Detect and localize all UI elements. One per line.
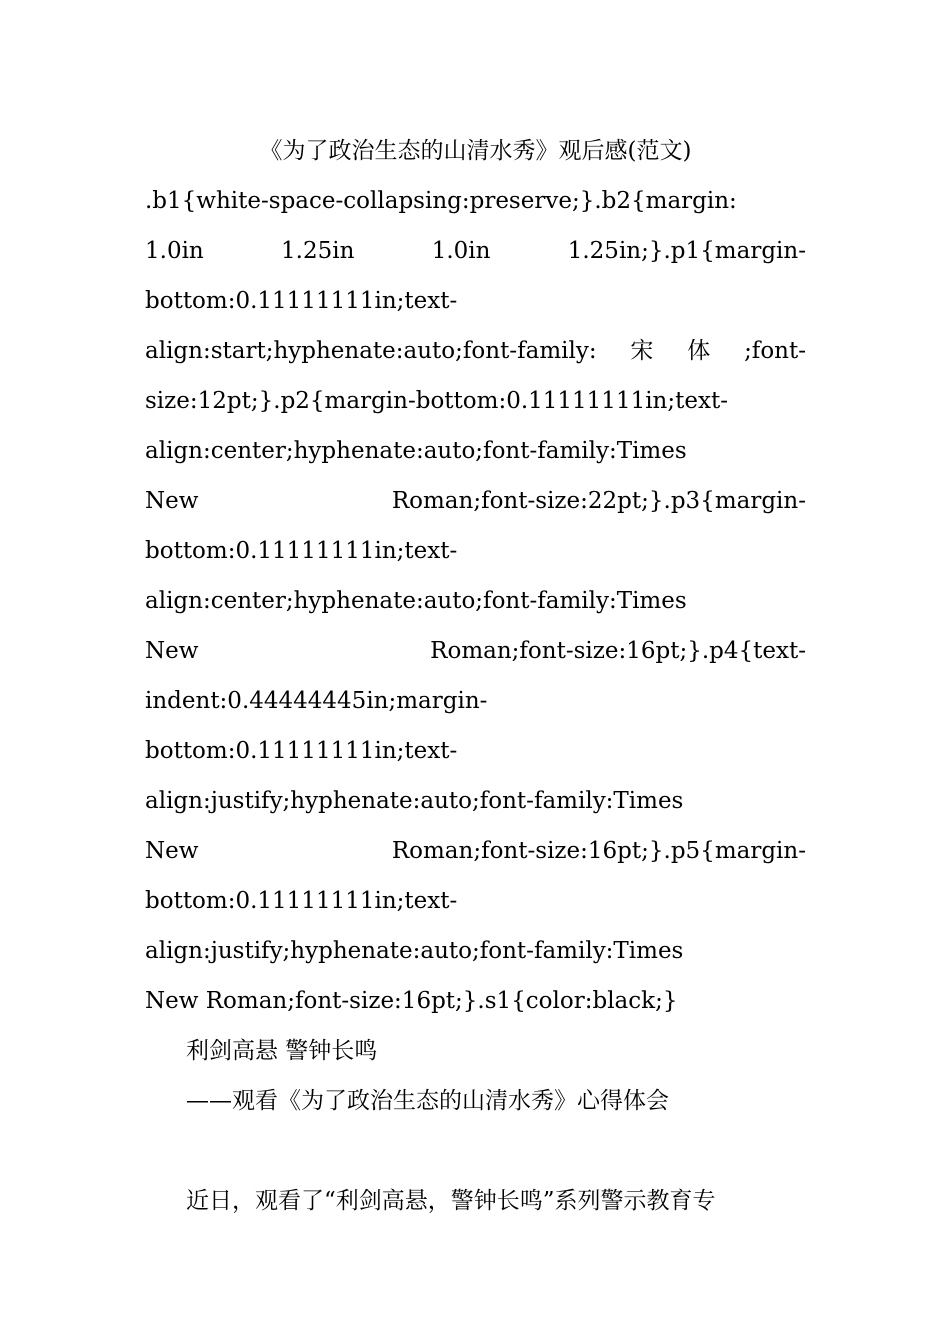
text-line (145, 276, 806, 326)
text-word: 1.25in;}.p1{margin- (567, 238, 806, 264)
blank-line (145, 1126, 806, 1176)
text-word: align:start;hyphenate:auto;font-family: (145, 338, 597, 364)
text-line (145, 826, 806, 876)
text-word: bottom:0.11111111in;text- (145, 288, 458, 314)
text-word: 体 (687, 338, 711, 364)
text-word: size:12pt;}.p2{margin-bottom:0.11111111in;text- (145, 388, 728, 414)
text-line (145, 176, 806, 226)
text-word: 1.0in (431, 238, 491, 264)
text-line (145, 426, 806, 476)
text-word: 1.25in (281, 238, 355, 264)
essay-paragraph: 近日，观看了“利剑高悬，警钟长鸣”系列警示教育专 (186, 1188, 716, 1214)
essay-heading: 利剑高悬 警钟长鸣 (186, 1038, 378, 1064)
document-title: 《为了政治生态的山清水秀》观后感(范文) (259, 138, 692, 164)
text-word: 宋 (630, 338, 654, 364)
text-word: align:justify;hyphenate:auto;font-family:Times (145, 788, 684, 814)
text-line (145, 976, 806, 1026)
css-text-block (145, 176, 806, 1026)
text-line (145, 626, 806, 676)
text-word: bottom:0.11111111in;text- (145, 888, 458, 914)
text-word: ;font- (744, 338, 806, 364)
text-word: align:center;hyphenate:auto;font-family:Times (145, 438, 687, 464)
text-word: New (145, 638, 199, 664)
text-word: New (145, 488, 199, 514)
text-word: New (145, 838, 199, 864)
text-word: New Roman;font-size:16pt;}.s1{color:black;} (145, 988, 678, 1014)
text-word: Roman;font-size:16pt;}.p4{text- (430, 638, 806, 664)
text-line (145, 476, 806, 526)
text-line (145, 676, 806, 726)
document-body (145, 126, 806, 1226)
text-line (145, 726, 806, 776)
text-word: indent:0.44444445in;margin- (145, 688, 488, 714)
text-word: bottom:0.11111111in;text- (145, 738, 458, 764)
text-word: Roman;font-size:22pt;}.p3{margin- (391, 488, 806, 514)
essay-subheading: ——观看《为了政治生态的山清水秀》心得体会 (186, 1088, 669, 1114)
text-line (145, 776, 806, 826)
text-word: align:center;hyphenate:auto;font-family:Times (145, 588, 687, 614)
text-line (145, 376, 806, 426)
text-word: Roman;font-size:16pt;}.p5{margin- (391, 838, 806, 864)
text-word: bottom:0.11111111in;text- (145, 538, 458, 564)
text-line (145, 326, 806, 376)
text-word: .b1{white-space-collapsing:preserve;}.b2{margin: (145, 188, 737, 214)
text-line (145, 226, 806, 276)
text-line (145, 576, 806, 626)
text-line (145, 926, 806, 976)
text-word: 1.0in (145, 238, 204, 264)
text-line (145, 876, 806, 926)
text-word: align:justify;hyphenate:auto;font-family:Times (145, 938, 684, 964)
text-line (145, 526, 806, 576)
